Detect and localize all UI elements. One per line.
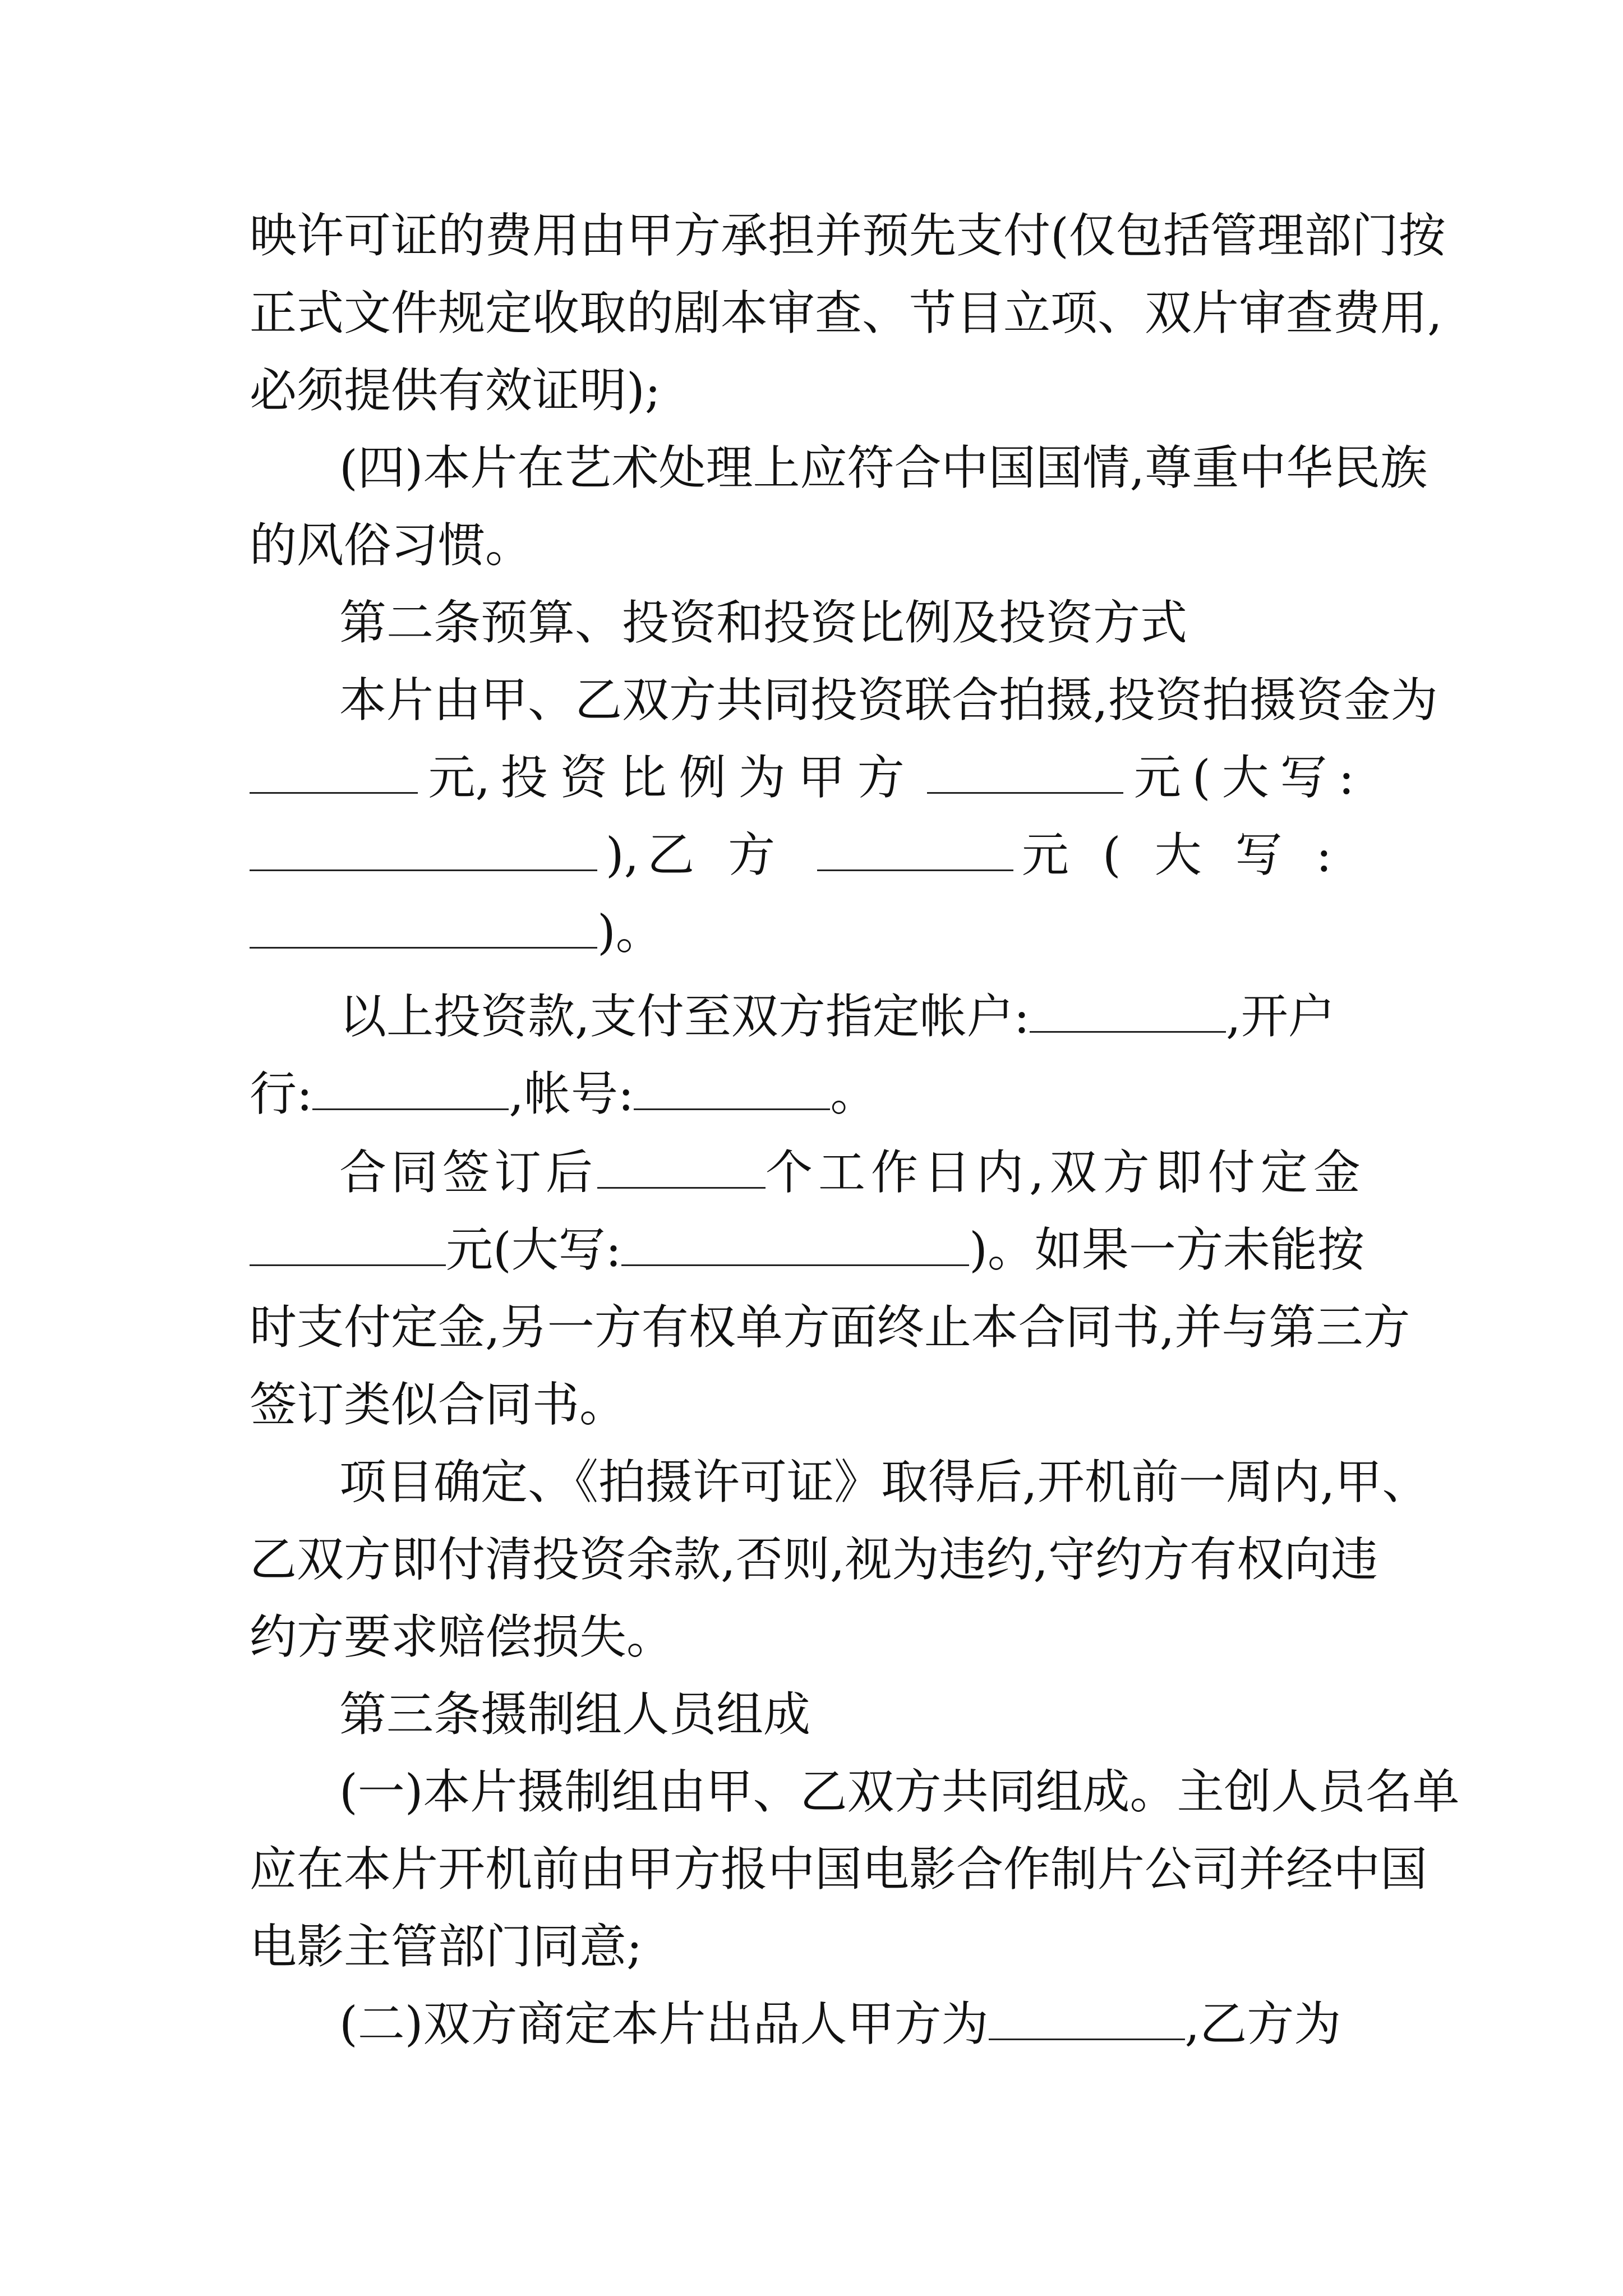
section-heading: 第三条摄制组人员组成 <box>339 1687 811 1742</box>
text: 。 <box>830 1066 878 1121</box>
blank-field <box>817 822 1013 871</box>
paragraph-line: 应在本片开机前由甲方报中国电影合作制片公司并经中国 <box>250 1842 1428 1897</box>
deposit-line <box>339 1133 1461 1212</box>
blank-field <box>927 745 1123 794</box>
blank-field <box>1030 984 1226 1033</box>
blank-field <box>250 900 597 949</box>
text: (二)双方商定本片出品人甲方为 <box>339 1996 989 2051</box>
producer-line <box>339 1985 1461 2063</box>
text: 元(大写: <box>1133 750 1366 805</box>
text: 元, <box>428 750 491 805</box>
paragraph-line: 电影主管部门同意; <box>250 1919 643 1974</box>
text: 以上投资款,支付至双方指定帐户: <box>339 989 1030 1044</box>
paragraph-line: 本片由甲、乙双方共同投资联合拍摄,投资拍摄资金为 <box>339 673 1438 728</box>
paragraph-line: 的风俗习惯。 <box>250 518 533 573</box>
paragraph-line: 项目确定、《拍摄许可证》取得后,开机前一周内,甲、 <box>339 1455 1430 1510</box>
text: 个工作日内,双方即付定金 <box>766 1145 1366 1200</box>
blank-field <box>597 1140 766 1189</box>
text: 乙方 <box>647 827 809 882</box>
blank-field <box>312 1061 509 1110</box>
text: )。如果一方未能按 <box>969 1222 1364 1277</box>
paragraph-line: 签订类似合同书。 <box>250 1377 627 1432</box>
paragraph-line: (四)本片在艺术处理上应符合中国国情,尊重中华民族 <box>339 440 1428 495</box>
text: 元(大写: <box>446 1222 622 1277</box>
account-line <box>339 977 1461 1056</box>
deposit-line <box>250 1211 1371 1289</box>
paragraph-line: 约方要求赔偿损失。 <box>250 1609 674 1664</box>
text: 元(大写: <box>1021 827 1366 882</box>
paragraph-line: (一)本片摄制组由甲、乙双方共同组成。主创人员名单 <box>339 1764 1460 1819</box>
investment-line <box>250 738 1366 817</box>
blank-field <box>621 1217 969 1266</box>
blank-field <box>250 745 418 794</box>
account-line <box>250 1055 1371 1133</box>
investment-line <box>250 893 1371 972</box>
text: )。 <box>597 905 663 960</box>
paragraph-line: 映许可证的费用由甲方承担并预先支付(仅包括管理部门按 <box>250 208 1446 263</box>
blank-field <box>989 1991 1185 2040</box>
text: 投资比例为甲方 <box>500 750 917 805</box>
blank-field <box>250 1217 446 1266</box>
blank-field <box>634 1061 830 1110</box>
section-heading: 第二条预算、投资和投资比例及投资方式 <box>339 595 1188 650</box>
text: 行: <box>250 1066 313 1121</box>
paragraph-line: 必须提供有效证明); <box>250 363 661 418</box>
text: ), <box>605 827 639 882</box>
paragraph-line: 乙双方即付清投资余款,否则,视为违约,守约方有权向违 <box>250 1532 1378 1587</box>
text: 合同签订后 <box>339 1145 598 1200</box>
paragraph-line: 正式文件规定收取的剧本审查、节目立项、双片审查费用, <box>250 286 1442 341</box>
blank-field <box>250 822 597 871</box>
text: ,乙方为 <box>1184 1996 1341 2051</box>
investment-line <box>250 816 1366 894</box>
text: ,帐号: <box>509 1066 634 1121</box>
paragraph-line: 时支付定金,另一方有权单方面终止本合同书,并与第三方 <box>250 1300 1410 1355</box>
text: ,开户 <box>1226 989 1335 1044</box>
